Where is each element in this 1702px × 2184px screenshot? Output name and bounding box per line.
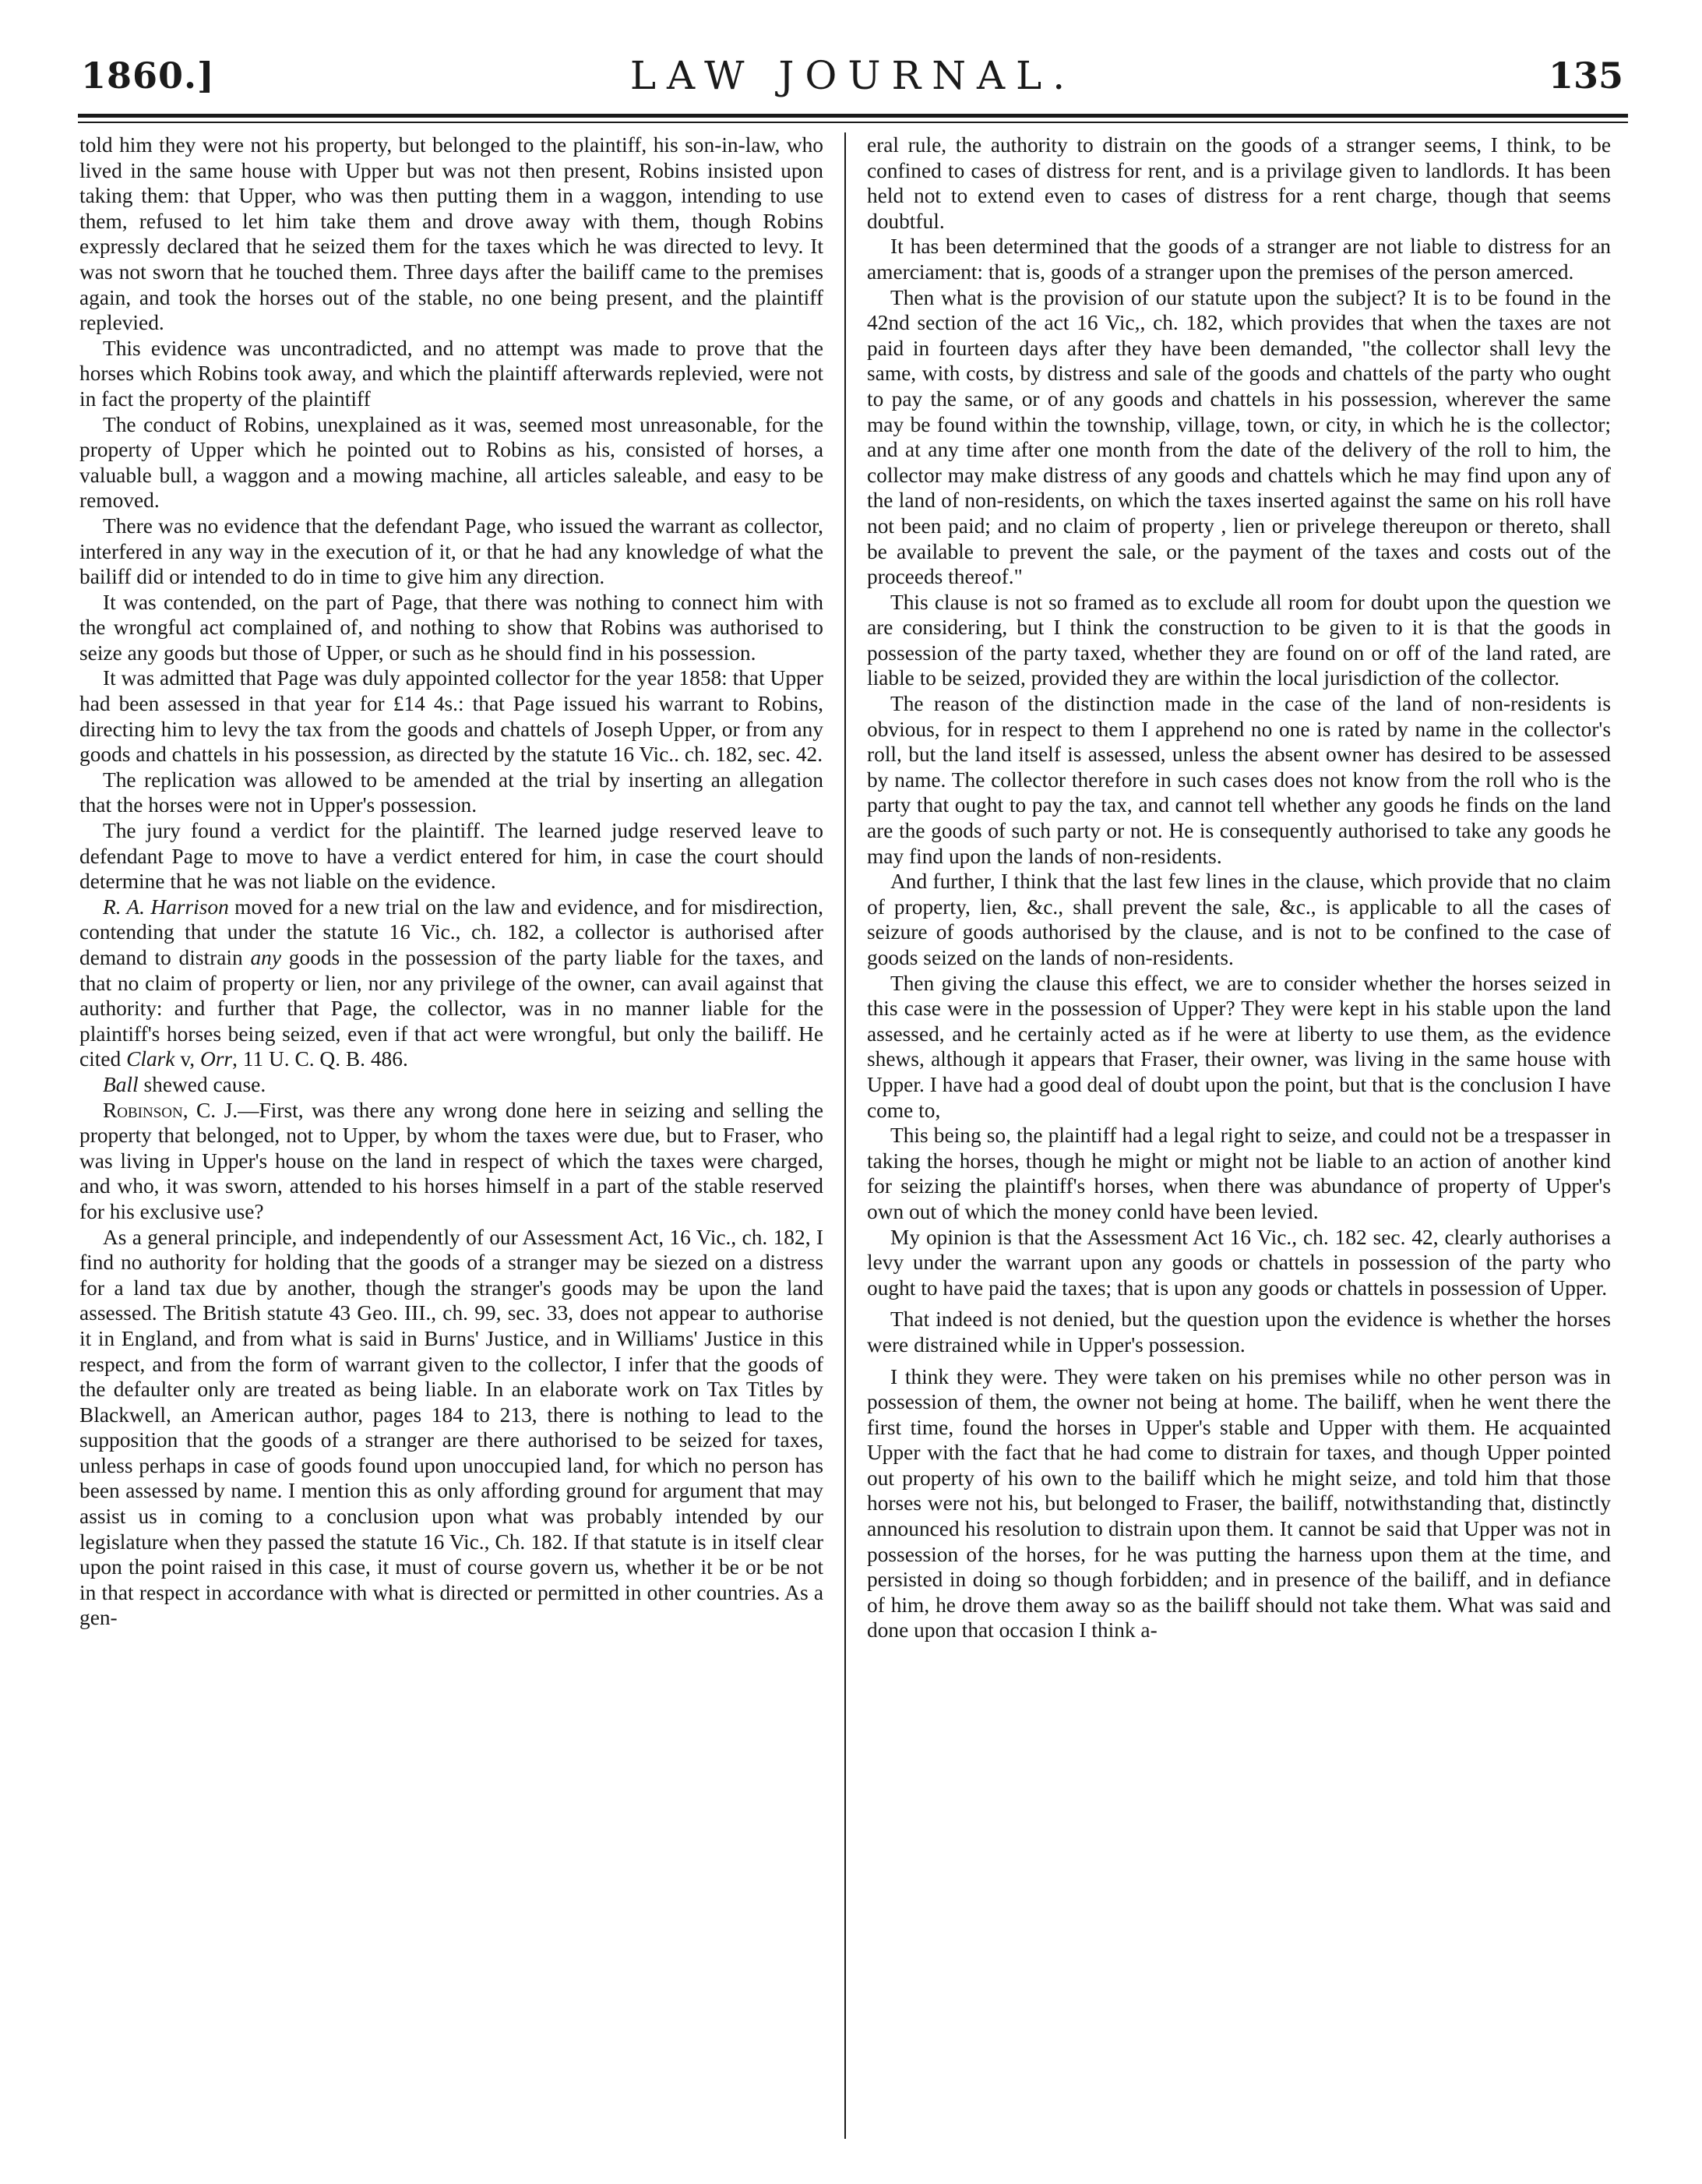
column-divider: [844, 132, 846, 2139]
paragraph: And further, I think that the last few lines in the clause, which provide that no claim of property, lien, &c., shall prevent the sale, &c., is applicable to all the cases of seizure of goods authorised by the clause, and is not to be confined to the case of goods seized on the lands of non-residents.: [867, 870, 1611, 969]
paragraph: As a general principle, and independently of our Assessment Act, 16 Vic., ch. 182, I find no authority for holding that the goods of a stranger may be siezed on a distress for a land tax due by another, though the stranger's goods may be upon the land assessed. The British statute 43 Geo. III., ch. 99, sec. 33, does not appear to authorise it in England, and from what is said in Burns' Justice, and in Williams' Justice in this respect, and from the form of warrant given to the collector, I infer that the goods of the defaulter only are treated as being liable. In an elaborate work on Tax Titles by Blackwell, an American author, pages 184 to 213, there is nothing to lead to the supposition that the goods of a stranger are there authorised to be seized for taxes, unless perhaps in case of goods found upon unoccupied land, for which no person has been assessed by name. I mention this as only affording ground for argument that may assist us in coming to a conclusion upon what was probably intended by our legislature when they passed the statute 16 Vic., Ch. 182. If that statute is in itself clear upon the point raised in this case, it must of course govern us, whether it be or be not in that respect in accordance with what is directed or permitted in other countries. As a gen-: [79, 1225, 823, 1630]
page-header: [78, 51, 1628, 106]
case-name-2: Orr: [199, 1047, 233, 1071]
paragraph-judgment: [79, 1098, 823, 1225]
counsel-name: R. A. Harrison: [103, 894, 229, 919]
paragraph: told him they were not his property, but belonged to the plaintiff, his son-in-law, who lived in the same house with Upper but was not then present, Robins insisted upon taking them: that Upper, who was then putting them in a waggon, intending to use them, refused to let him take them and drove away with them, though Robins expressly declared that he seized them for the taxes which he was directed to levy. It was not sworn that he touched them. Three days after the bailiff came to the premises again, and took the horses out of the stable, no one being present, and the plaintiff replevied.: [79, 133, 823, 335]
paragraph: The jury found a verdict for the plaintiff. The learned judge reserved leave to defendant Page to move to have a verdict entered for him, in case the court should determine that he was not liable on the evidence.: [79, 819, 823, 894]
paragraph-motion: [79, 894, 823, 1072]
paragraph: It was contended, on the part of Page, that there was nothing to connect him with the wrongful act complained of, and nothing to show that Robins was authorised to seize any goods but those of Upper, or such as he should find in his possession.: [79, 590, 823, 665]
paragraph: The reason of the distinction made in the case of the land of non-residents is obvious, for in respect to them I apprehend no one is rated by name in the collector's roll, but the land itself is assessed, unless the absent owner has desired to be assessed by name. The collector therefore in such cases does not know from the roll who is the party that ought to pay the tax, and cannot tell whether any goods he finds on the land are the goods of such party or not. He is consequently authorised to take any goods he may find upon the lands of non-residents.: [867, 692, 1611, 868]
motion-text: moved for a new trial on the law and evidence, and for misdirection, contending that under the statute 16 Vic., ch. 182, a collector is authorised after demand to distrain: [79, 894, 823, 969]
judgment-text: —First, was there any wrong done here in seizing and selling the property that belonged, not to Upper, by whom the taxes were due, but to Fraser, who was living in Upper's house on the land in respect of which the taxes were charged, and who, it was sworn, attended to his horses himself in a part of the stable reserved for his exclusive use?: [79, 1098, 823, 1223]
emphasis-any: any: [250, 946, 282, 969]
counsel-name: Ball: [103, 1072, 139, 1096]
paragraph: Then giving the clause this effect, we are to consider whether the horses seized in this case were in the possession of Upper? They were kept in his stable upon the land assessed, and he certainly acted as if he were at liberty to use them, as the evidence shews, although it appears that Fraser, their owner, was living in the same house with Upper. I have had a good deal of doubt upon the point, but that is the conclusion I have come to,: [867, 971, 1611, 1122]
paragraph: That indeed is not denied, but the question upon the evidence is whether the horses were distrained while in Upper's possession.: [867, 1307, 1611, 1357]
paragraph: The replication was allowed to be amended at the trial by inserting an allegation that the horses were not in Upper's possession.: [79, 767, 823, 817]
judge-name: Robinson, C. J.: [103, 1098, 238, 1122]
paragraph: This evidence was uncontradicted, and no attempt was made to prove that the horses which Robins took away, and which the plaintiff afterwards replevied, were not in fact the property of the plaintiff: [79, 336, 823, 411]
paragraph: There was no evidence that the defendant Page, who issued the warrant as collector, interfered in any way in the execution of it, or that he had any knowledge of what the bailiff did or intended to do in time to give him any direction.: [79, 513, 823, 589]
paragraph: The conduct of Robins, unexplained as it was, seemed most unreasonable, for the property of Upper which he pointed out to Robins as his, consisted of horses, a valuable bull, a waggon and a mowing machine, all articles saleable, and easy to be removed.: [79, 412, 823, 513]
left-column: [79, 132, 823, 2150]
right-column: [867, 132, 1611, 2150]
paragraph: This clause is not so framed as to exclude all room for doubt upon the question we are considering, but I think the construction to be given to it is that the goods in possession of the party taxed, whether they are found on or off of the land rated, are liable to be seized, provided they are within the local jurisdiction of the collector.: [867, 590, 1611, 690]
header-year: 1860.]: [81, 55, 215, 97]
case-name: Clark: [126, 1047, 175, 1071]
paragraph-cause: [79, 1072, 823, 1098]
page-number: 135: [1548, 55, 1623, 97]
paragraph: It has been determined that the goods of a stranger are not liable to distress for an amerciament: that is, goods of a stranger upon the premises of the person amerced.: [867, 235, 1611, 284]
header-rule: [78, 114, 1628, 118]
motion-text-2: goods in the possession of the party liable for the taxes, and that no claim of property or lien, nor any privilege of the owner, can avail against that authority: and further that Page, the collector, was in no manner liable for the plaintiff's horses being seized, even if that act were wrongful, but only the bailiff. He cited: [79, 946, 823, 1071]
paragraph: My opinion is that the Assessment Act 16 Vic., ch. 182 sec. 42, clearly authorises a levy under the warrant upon any goods or chattels in possession of the party who ought to have paid the taxes; that is upon any goods or chattels in possession of Upper.: [867, 1225, 1611, 1300]
paragraph: I think they were. They were taken on his premises while no other person was in possession of them, the owner not being at home. The bailiff, when he went there the first time, found the horses in Upper's stable and Upper with them. He acquainted Upper with the fact that he had come to distrain for taxes, and though Upper pointed out property of his own to the bailiff which he might seize, and told him that those horses were not his, but belonged to Fraser, the bailiff, notwithstanding that, distinctly announced his resolution to distrain upon them. It cannot be said that Upper was not in possession of the horses, for he was putting the harness upon them at the time, and persisted in doing so though forbidden; and in presence of the bailiff, and in defiance of him, he drove them away so as the bailiff should not take them. What was said and done upon that occasion I think a-: [867, 1364, 1611, 1642]
paragraph: Then what is the provision of our statute upon the subject? It is to be found in the 42nd section of the act 16 Vic,, ch. 182, which provides that when the taxes are not paid in fourteen days after they have been demanded, "the collector shall levy the same, with costs, by distress and sale of the goods and chattels of the party who ought to pay the same, or of any goods and chattels in his possession, wherever the same may be found within the township, village, town, or city, in which he is the collector; and at any time after one month from the date of the delivery of the roll to him, the collector may make distress of any goods and chattels which he may find upon any of the land of non-residents, on which the taxes inserted against the same on his roll have not been paid; and no claim of property , lien or privelege thereupon or thereto, shall be available to prevent the sale, or the payment of the taxes and costs out of the proceeds thereof.": [867, 285, 1611, 589]
paragraph: eral rule, the authority to distrain on the goods of a stranger seems, I think, to be confined to cases of distress for rent, and is a privilage given to landlords. It has been held not to extend even to cases of distress for a rent charge, though that seems doubtful.: [867, 133, 1611, 233]
header-rule-thin: [78, 122, 1628, 123]
paragraph: This being so, the plaintiff had a legal right to seize, and could not be a trespasser in taking the horses, though he might or might not be liable to an action of another kind for seizing the plaintiff's horses, when there was abundance of property of Upper's own out of which the money conld have been levied.: [867, 1124, 1611, 1223]
journal-title: LAW JOURNAL.: [629, 53, 1077, 98]
paragraph: It was admitted that Page was duly appointed collector for the year 1858: that Upper had been assessed in that year for £14 4s.: that Page issued his warrant to Robins, directing him to levy the tax from the goods and chattels of Joseph Upper, or from any goods and chattels in his possession, as directed by the statute 16 Vic.. ch. 182, sec. 42.: [79, 666, 823, 767]
cause-text: shewed cause.: [138, 1072, 266, 1096]
case-citation: , 11 U. C. Q. B. 486.: [232, 1047, 408, 1071]
case-versus: v,: [174, 1047, 200, 1071]
